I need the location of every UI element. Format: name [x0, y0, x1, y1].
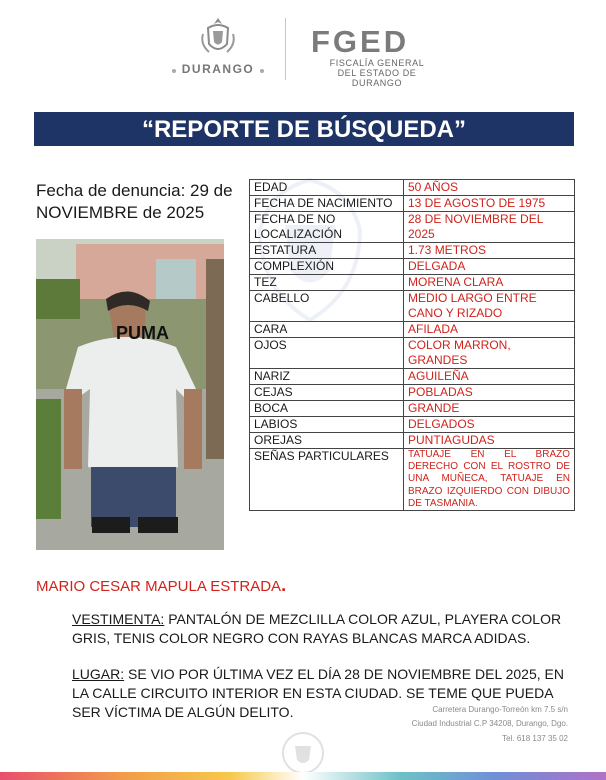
durango-logo [172, 14, 264, 82]
detail-label: EDAD [250, 180, 404, 196]
detail-value: TATUAJE EN EL BRAZO DERECHO CON EL ROSTRO DE UNA MUÑECA, TATUAJE EN BRAZO IZQUIERDO CON DIBUJO DE TASMANIA. [404, 449, 575, 511]
detail-label: CABELLO [250, 291, 404, 322]
durango-crest-icon [195, 14, 241, 60]
table-row [250, 291, 575, 322]
durango-logo-text: DURANGO [181, 62, 255, 76]
detail-value: 1.73 METROS [404, 243, 575, 259]
header-divider [285, 18, 286, 80]
detail-label: FECHA DE NO LOCALIZACIÓN [250, 212, 404, 243]
table-row [250, 385, 575, 401]
table-row [250, 417, 575, 433]
detail-value: MORENA CLARA [404, 275, 575, 291]
place-label: LUGAR: [72, 666, 125, 682]
detail-label: OREJAS [250, 433, 404, 449]
detail-label: ESTATURA [250, 243, 404, 259]
detail-label: CEJAS [250, 385, 404, 401]
detail-label: NARIZ [250, 369, 404, 385]
table-row [250, 212, 575, 243]
place-text: SE VIO POR ÚLTIMA VEZ EL DÍA 28 DE NOVIEMBRE DEL 2025, EN LA CALLE CIRCUITO INTERIOR EN ESTA CIUDAD. SE TEME QUE PUEDA SER VÍCTIMA DE ALGÚN DELITO. [72, 666, 564, 720]
detail-value: COLOR MARRON, GRANDES [404, 338, 575, 369]
footer-color-stripe [0, 772, 606, 780]
detail-value: POBLADAS [404, 385, 575, 401]
missing-person-name [36, 575, 286, 596]
detail-label: COMPLEXIÓN [250, 259, 404, 275]
logo-dot-right [260, 69, 264, 73]
phone-number: Tel. 618 137 35 02 [502, 734, 568, 743]
detail-value: PUNTIAGUDAS [404, 433, 575, 449]
table-row [250, 338, 575, 369]
table-row [250, 433, 575, 449]
table-row [250, 243, 575, 259]
table-row [250, 322, 575, 338]
detail-label: OJOS [250, 338, 404, 369]
person-name-text: MARIO CESAR MAPULA ESTRADA [36, 578, 282, 595]
person-name-dot: . [281, 575, 287, 595]
detail-label: BOCA [250, 401, 404, 417]
footer-seal-icon [276, 726, 330, 772]
table-row [250, 275, 575, 291]
table-row [250, 449, 575, 511]
detail-value: DELGADA [404, 259, 575, 275]
fged-acronym: FGED [311, 24, 410, 59]
detail-value: MEDIO LARGO ENTRE CANO Y RIZADO [404, 291, 575, 322]
detail-label: TEZ [250, 275, 404, 291]
clothing-text: PANTALÓN DE MEZCLILLA COLOR AZUL, PLAYERA COLOR GRIS, TENIS COLOR NEGRO CON RAYAS BLANCAS MARCA ADIDAS. [72, 611, 562, 646]
detail-label: CARA [250, 322, 404, 338]
detail-value: GRANDE [404, 401, 575, 417]
table-row [250, 401, 575, 417]
detail-value: AGUILEÑA [404, 369, 575, 385]
detail-label: LABIOS [250, 417, 404, 433]
missing-person-photo [36, 239, 224, 550]
details-table [249, 179, 575, 511]
person-photo-illustration [36, 239, 224, 550]
detail-label: SEÑAS PARTICULARES [250, 449, 404, 511]
clothing-description [72, 610, 576, 648]
detail-value: 50 AÑOS [404, 180, 575, 196]
institution-name-line1: FISCALÍA GENERAL [329, 58, 425, 68]
table-row [250, 369, 575, 385]
detail-value: 13 DE AGOSTO DE 1975 [404, 196, 575, 212]
shirt-brand-text: PUMA [116, 323, 169, 343]
address-line2: Ciudad Industrial C.P 34208, Durango, Dgo. [411, 719, 568, 728]
page-title: “REPORTE DE BÚSQUEDA” [141, 116, 467, 143]
title-banner [34, 112, 574, 146]
clothing-label: VESTIMENTA: [72, 611, 165, 627]
table-row [250, 196, 575, 212]
detail-value: DELGADOS [404, 417, 575, 433]
detail-value: 28 DE NOVIEMBRE DEL 2025 [404, 212, 575, 243]
detail-value: AFILADA [404, 322, 575, 338]
address-line1: Carretera Durango-Torreón km 7.5 s/n [432, 705, 568, 714]
report-date: Fecha de denuncia: 29 de NOVIEMBRE de 2025 [36, 181, 233, 222]
table-row [250, 180, 575, 196]
detail-label: FECHA DE NACIMIENTO [250, 196, 404, 212]
institution-name-line2: DEL ESTADO DE DURANGO [337, 68, 417, 88]
table-row [250, 259, 575, 275]
